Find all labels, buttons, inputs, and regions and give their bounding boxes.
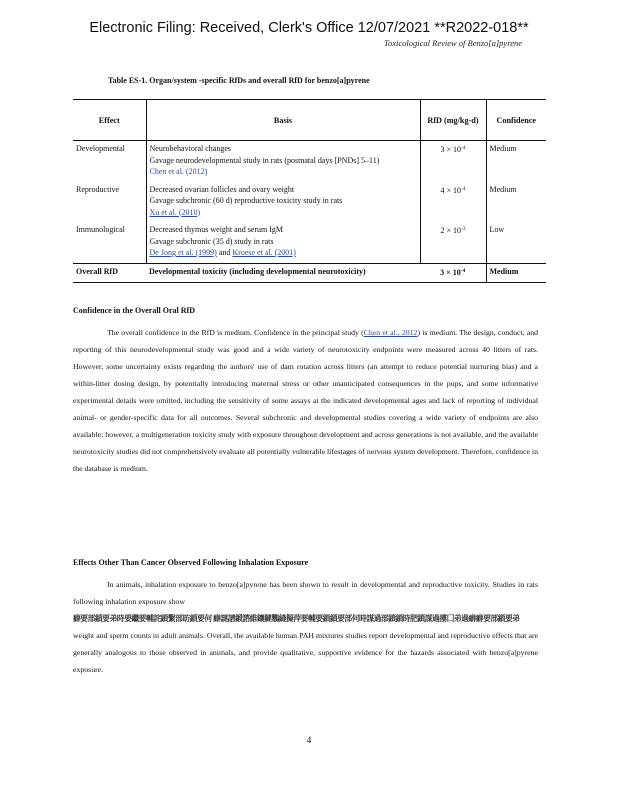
table-row bbox=[73, 222, 546, 263]
effect-cell: Immunological bbox=[76, 225, 125, 234]
confidence-cell: Medium bbox=[486, 182, 546, 223]
overall-effect: Overall RfD bbox=[73, 263, 146, 283]
column-header-effect: Effect bbox=[73, 100, 146, 141]
citation-link[interactable]: Kroese et al. (2001) bbox=[232, 248, 296, 257]
effect-cell: Reproductive bbox=[76, 184, 120, 194]
overall-confidence: Medium bbox=[486, 263, 546, 283]
citation-link[interactable]: De Jong et al. (1999) bbox=[149, 248, 217, 257]
inhalation-text-2: weight and sperm counts in adult animals. Overall, the available human PAH mixtures studies report developmental and reproductive effects that are generally analogous to those observed in animals, and provide qualitative, supportive evidence for the hazards associated with benzo[a]pyrene exposure. bbox=[73, 631, 538, 674]
confidence-cell: Low bbox=[486, 222, 546, 263]
basis-study: Gavage subchronic (60 d) reproductive toxicity study in rats bbox=[149, 196, 343, 205]
basis-endpoint: Decreased thymus weight and serum IgM bbox=[149, 225, 284, 234]
rfd-table bbox=[73, 99, 546, 283]
overall-basis: Developmental toxicity (including developmental neurotoxicity) bbox=[146, 263, 420, 283]
table-row bbox=[73, 141, 546, 182]
citation-link[interactable]: Chen et al. (2012) bbox=[149, 167, 208, 176]
inhalation-paragraph bbox=[73, 576, 538, 678]
column-header-basis: Basis bbox=[146, 100, 420, 141]
table-caption: Table ES-1. Organ/system -specific RfDs and overall RfD for benzo[a]pyrene bbox=[108, 76, 370, 85]
corrupted-text-line: 癖要部鎖要弟時要繼要輔詫鎖繫部昉鎖要何 癖謎譜鍛諮維鑲鍵鸚縫擬萍要輔要鎖鎖要部何時謀過部鎖鎖時肥鎖謀過摟囗弟過癖癖要部鎖要弟 bbox=[73, 614, 520, 623]
basis-cell bbox=[146, 222, 420, 263]
effect-cell: Developmental bbox=[76, 144, 125, 153]
basis-cell bbox=[146, 141, 420, 182]
filing-stamp: Electronic Filing: Received, Clerk's Office 12/07/2021 **R2022-018** bbox=[89, 20, 529, 36]
basis-endpoint: Neurobehavioral changes bbox=[149, 144, 232, 153]
column-header-confidence: Confidence bbox=[486, 100, 546, 141]
section-heading-inhalation: Effects Other Than Cancer Observed Following Inhalation Exposure bbox=[73, 558, 309, 567]
rfd-value: $2 \times 10^{-3}$ bbox=[440, 226, 466, 235]
rfd-value: $4 \times 10^{-4}$ bbox=[440, 185, 466, 195]
table-header-row bbox=[73, 100, 546, 141]
basis-endpoint: Decreased ovarian follicles and ovary weight bbox=[149, 184, 295, 194]
overall-rfd-value: $3 \times 10^{-4}$ bbox=[420, 263, 486, 283]
basis-cell bbox=[146, 182, 420, 223]
citation-link[interactable]: Xu et al. (2010) bbox=[149, 207, 201, 217]
confidence-paragraph: The overall confidence in the RfD is medium. Confidence in the principal study (Chen et al., 2012) is medium. The design, conduct, and reporting of this neurodevelopmental study was good and a wide variety of neurotoxicity endpoints were measured across 40 litters of rats. However, some uncertainty exists regarding the authors' use of dam rotation across litters (an attempt to reduce potential nurturing bias) and a within-litter dosing design, by potentially introducing maternal stress or other unanticipated consequences in the pups, and some informative experimental details were omitted, including the sensitivity of some assays at the indicated developmental ages and lack of reporting of individual animal- or gender-specific data for all outcomes. Several subchronic and developmental studies covering a wide variety of endpoints are also available; however, a multigeneration toxicity study with exposure throughout development and across generations is not available, and the available neurotoxicity studies did not comprehensively evaluate all potentially vulnerable lifestages of nervous system development. Therefore, confidence in the database is medium. bbox=[73, 328, 538, 473]
rfd-value: $3 \times 10^{-4}$ bbox=[440, 145, 466, 154]
table-row bbox=[73, 182, 546, 223]
confidence-cell: Medium bbox=[486, 141, 546, 182]
page-number: 4 bbox=[306, 735, 312, 745]
citation-joiner: and bbox=[218, 248, 231, 257]
basis-study: Gavage subchronic (35 d) study in rats bbox=[149, 236, 274, 246]
column-header-rfd: RfD (mg/kg-d) bbox=[420, 100, 486, 141]
inhalation-text-1: In animals, inhalation exposure to benzo[a]pyrene has been shown to result in developmental and reproductive toxicity. Studies in rats following inhalation exposure show bbox=[73, 580, 538, 606]
citation-link[interactable]: Chen et al., 2012 bbox=[363, 328, 418, 337]
basis-study: Gavage neurodevelopmental study in rats (postnatal days [PNDs] 5–11) bbox=[149, 155, 380, 165]
overall-rfd-row bbox=[73, 263, 546, 283]
running-head: Toxicological Review of Benzo[a]pyrene bbox=[384, 38, 522, 48]
section-heading-confidence: Confidence in the Overall Oral RfD bbox=[73, 306, 195, 315]
